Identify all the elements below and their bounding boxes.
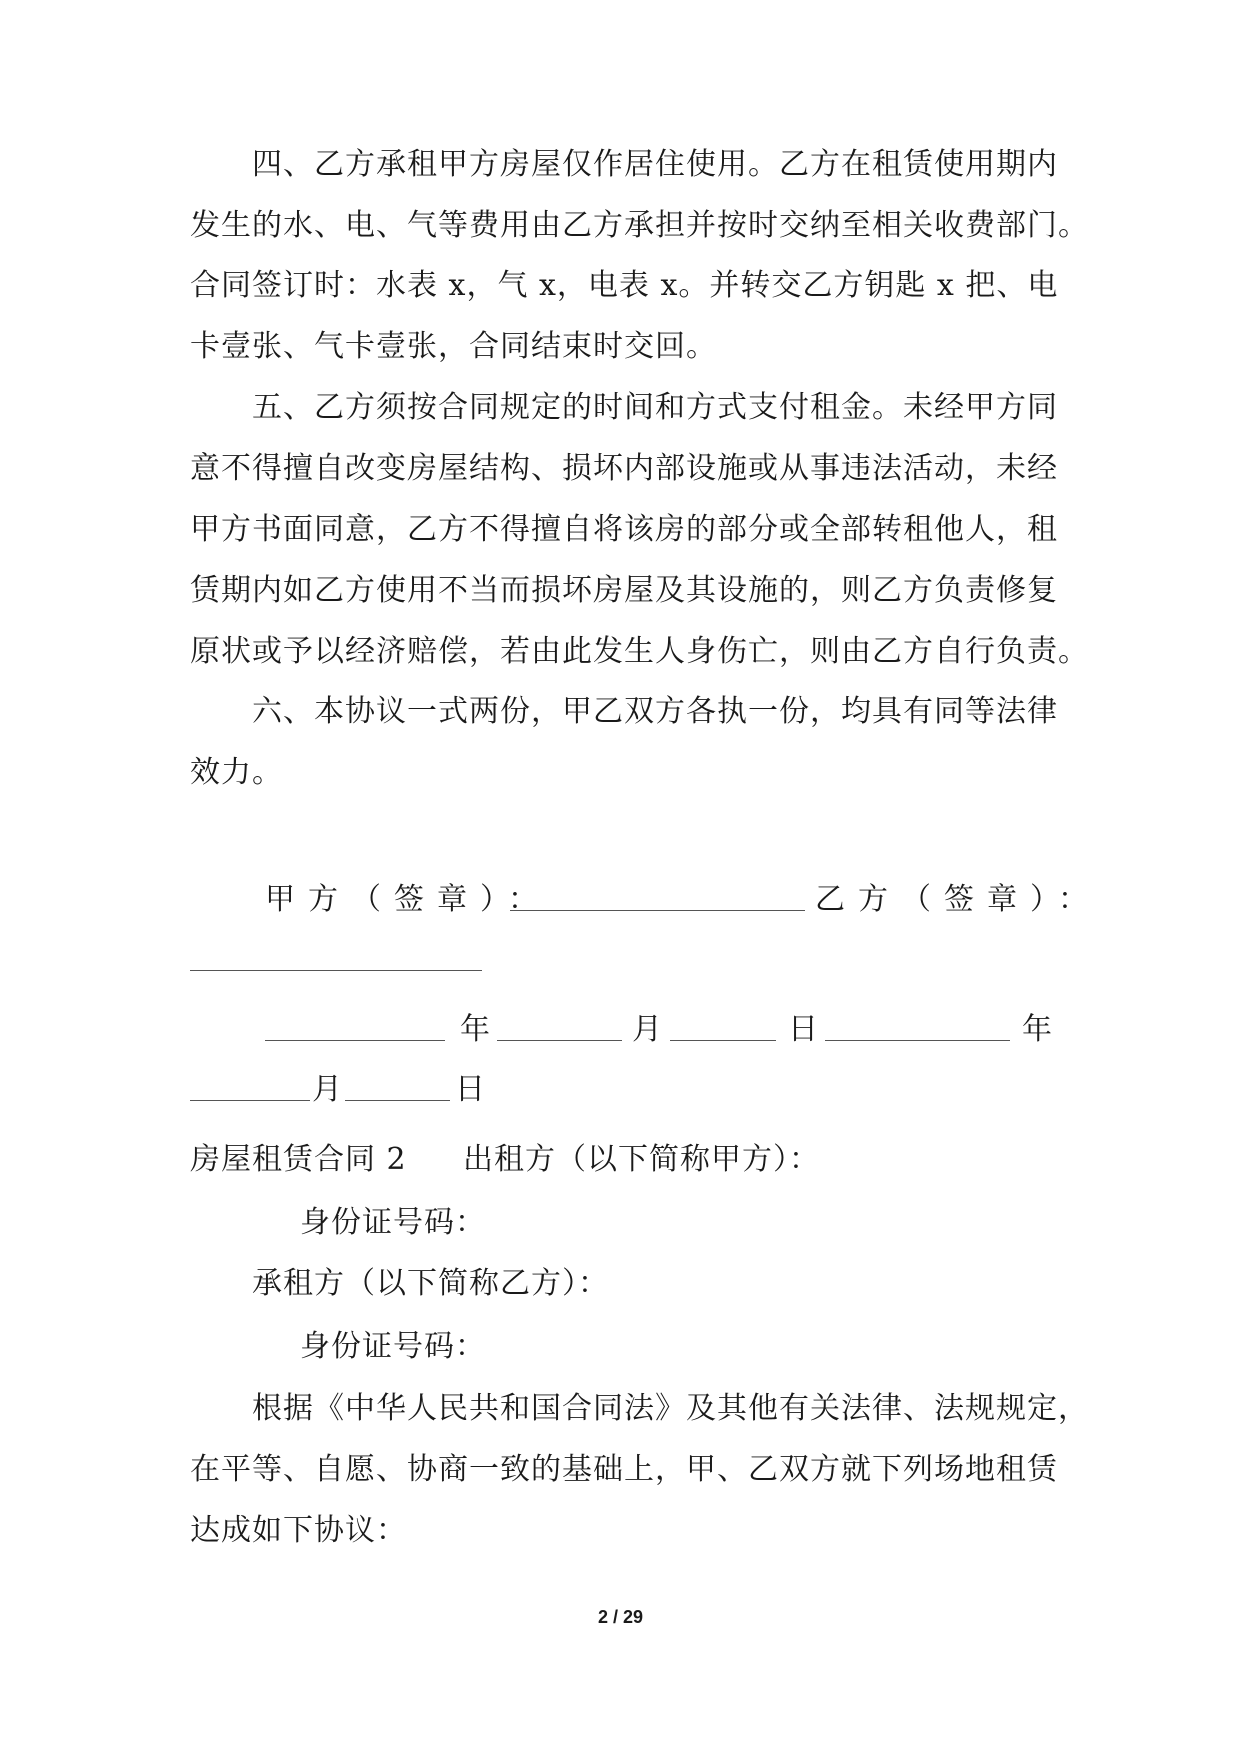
date-b-month-blank: [190, 1100, 310, 1101]
clause-5-line-5: 原状或予以经济赔偿，若由此发生人身伤亡，则由乙方自行负责。: [190, 634, 1089, 669]
date-b-day-blank: [345, 1100, 450, 1101]
date-a-year-label: 年: [460, 1012, 490, 1047]
party-b-signature-blank: [190, 970, 482, 971]
date-b-year-label: 年: [1022, 1012, 1052, 1047]
preamble-line-3: 达成如下协议：: [190, 1513, 407, 1548]
party-a-signature-label: 甲方（签章）：: [265, 882, 551, 917]
lessee-label: 承租方（以下简称乙方）：: [252, 1266, 609, 1301]
contract-2-heading: 房屋租赁合同 2: [190, 1142, 407, 1177]
clause-4-line-2: 发生的水、电、气等费用由乙方承担并按时交纳至相关收费部门。: [190, 208, 1089, 243]
lessee-id-label: 身份证号码：: [300, 1329, 486, 1364]
clause-5-line-3: 甲方书面同意，乙方不得擅自将该房的部分或全部转租他人，租: [190, 512, 1058, 547]
clause-6-line-1: 六、本协议一式两份，甲乙双方各执一份，均具有同等法律: [252, 694, 1058, 729]
party-b-signature-label: 乙方（签章）：: [815, 882, 1101, 917]
date-b-day-label: 日: [455, 1072, 485, 1107]
date-b-year-blank: [825, 1040, 1010, 1041]
date-a-month-blank: [497, 1040, 622, 1041]
date-a-year-blank: [265, 1040, 445, 1041]
clause-5-line-1: 五、乙方须按合同规定的时间和方式支付租金。未经甲方同: [252, 390, 1058, 425]
preamble-line-2: 在平等、自愿、协商一致的基础上，甲、乙双方就下列场地租赁: [190, 1452, 1058, 1487]
date-a-day-blank: [670, 1040, 776, 1041]
date-a-month-label: 月: [632, 1012, 662, 1047]
clause-4-line-4: 卡壹张、气卡壹张，合同结束时交回。: [190, 329, 717, 364]
lessor-id-label: 身份证号码：: [300, 1205, 486, 1240]
date-a-day-label: 日: [788, 1012, 818, 1047]
page-number: 2 / 29: [597, 1607, 644, 1627]
clause-4-line-1: 四、乙方承租甲方房屋仅作居住使用。乙方在租赁使用期内: [252, 147, 1058, 182]
preamble-line-1: 根据《中华人民共和国合同法》及其他有关法律、法规规定，: [252, 1391, 1089, 1426]
clause-6-line-2: 效力。: [190, 755, 283, 790]
clause-5-line-2: 意不得擅自改变房屋结构、损坏内部设施或从事违法活动，未经: [190, 451, 1058, 486]
date-b-month-label: 月: [312, 1072, 342, 1107]
party-a-signature-blank: [510, 910, 805, 911]
lessor-label: 出租方（以下简称甲方）：: [463, 1142, 820, 1177]
clause-5-line-4: 赁期内如乙方使用不当而损坏房屋及其设施的，则乙方负责修复: [190, 573, 1058, 608]
clause-4-line-3: 合同签订时：水表 x，气 x，电表 x。并转交乙方钥匙 x 把、电: [190, 268, 1059, 303]
